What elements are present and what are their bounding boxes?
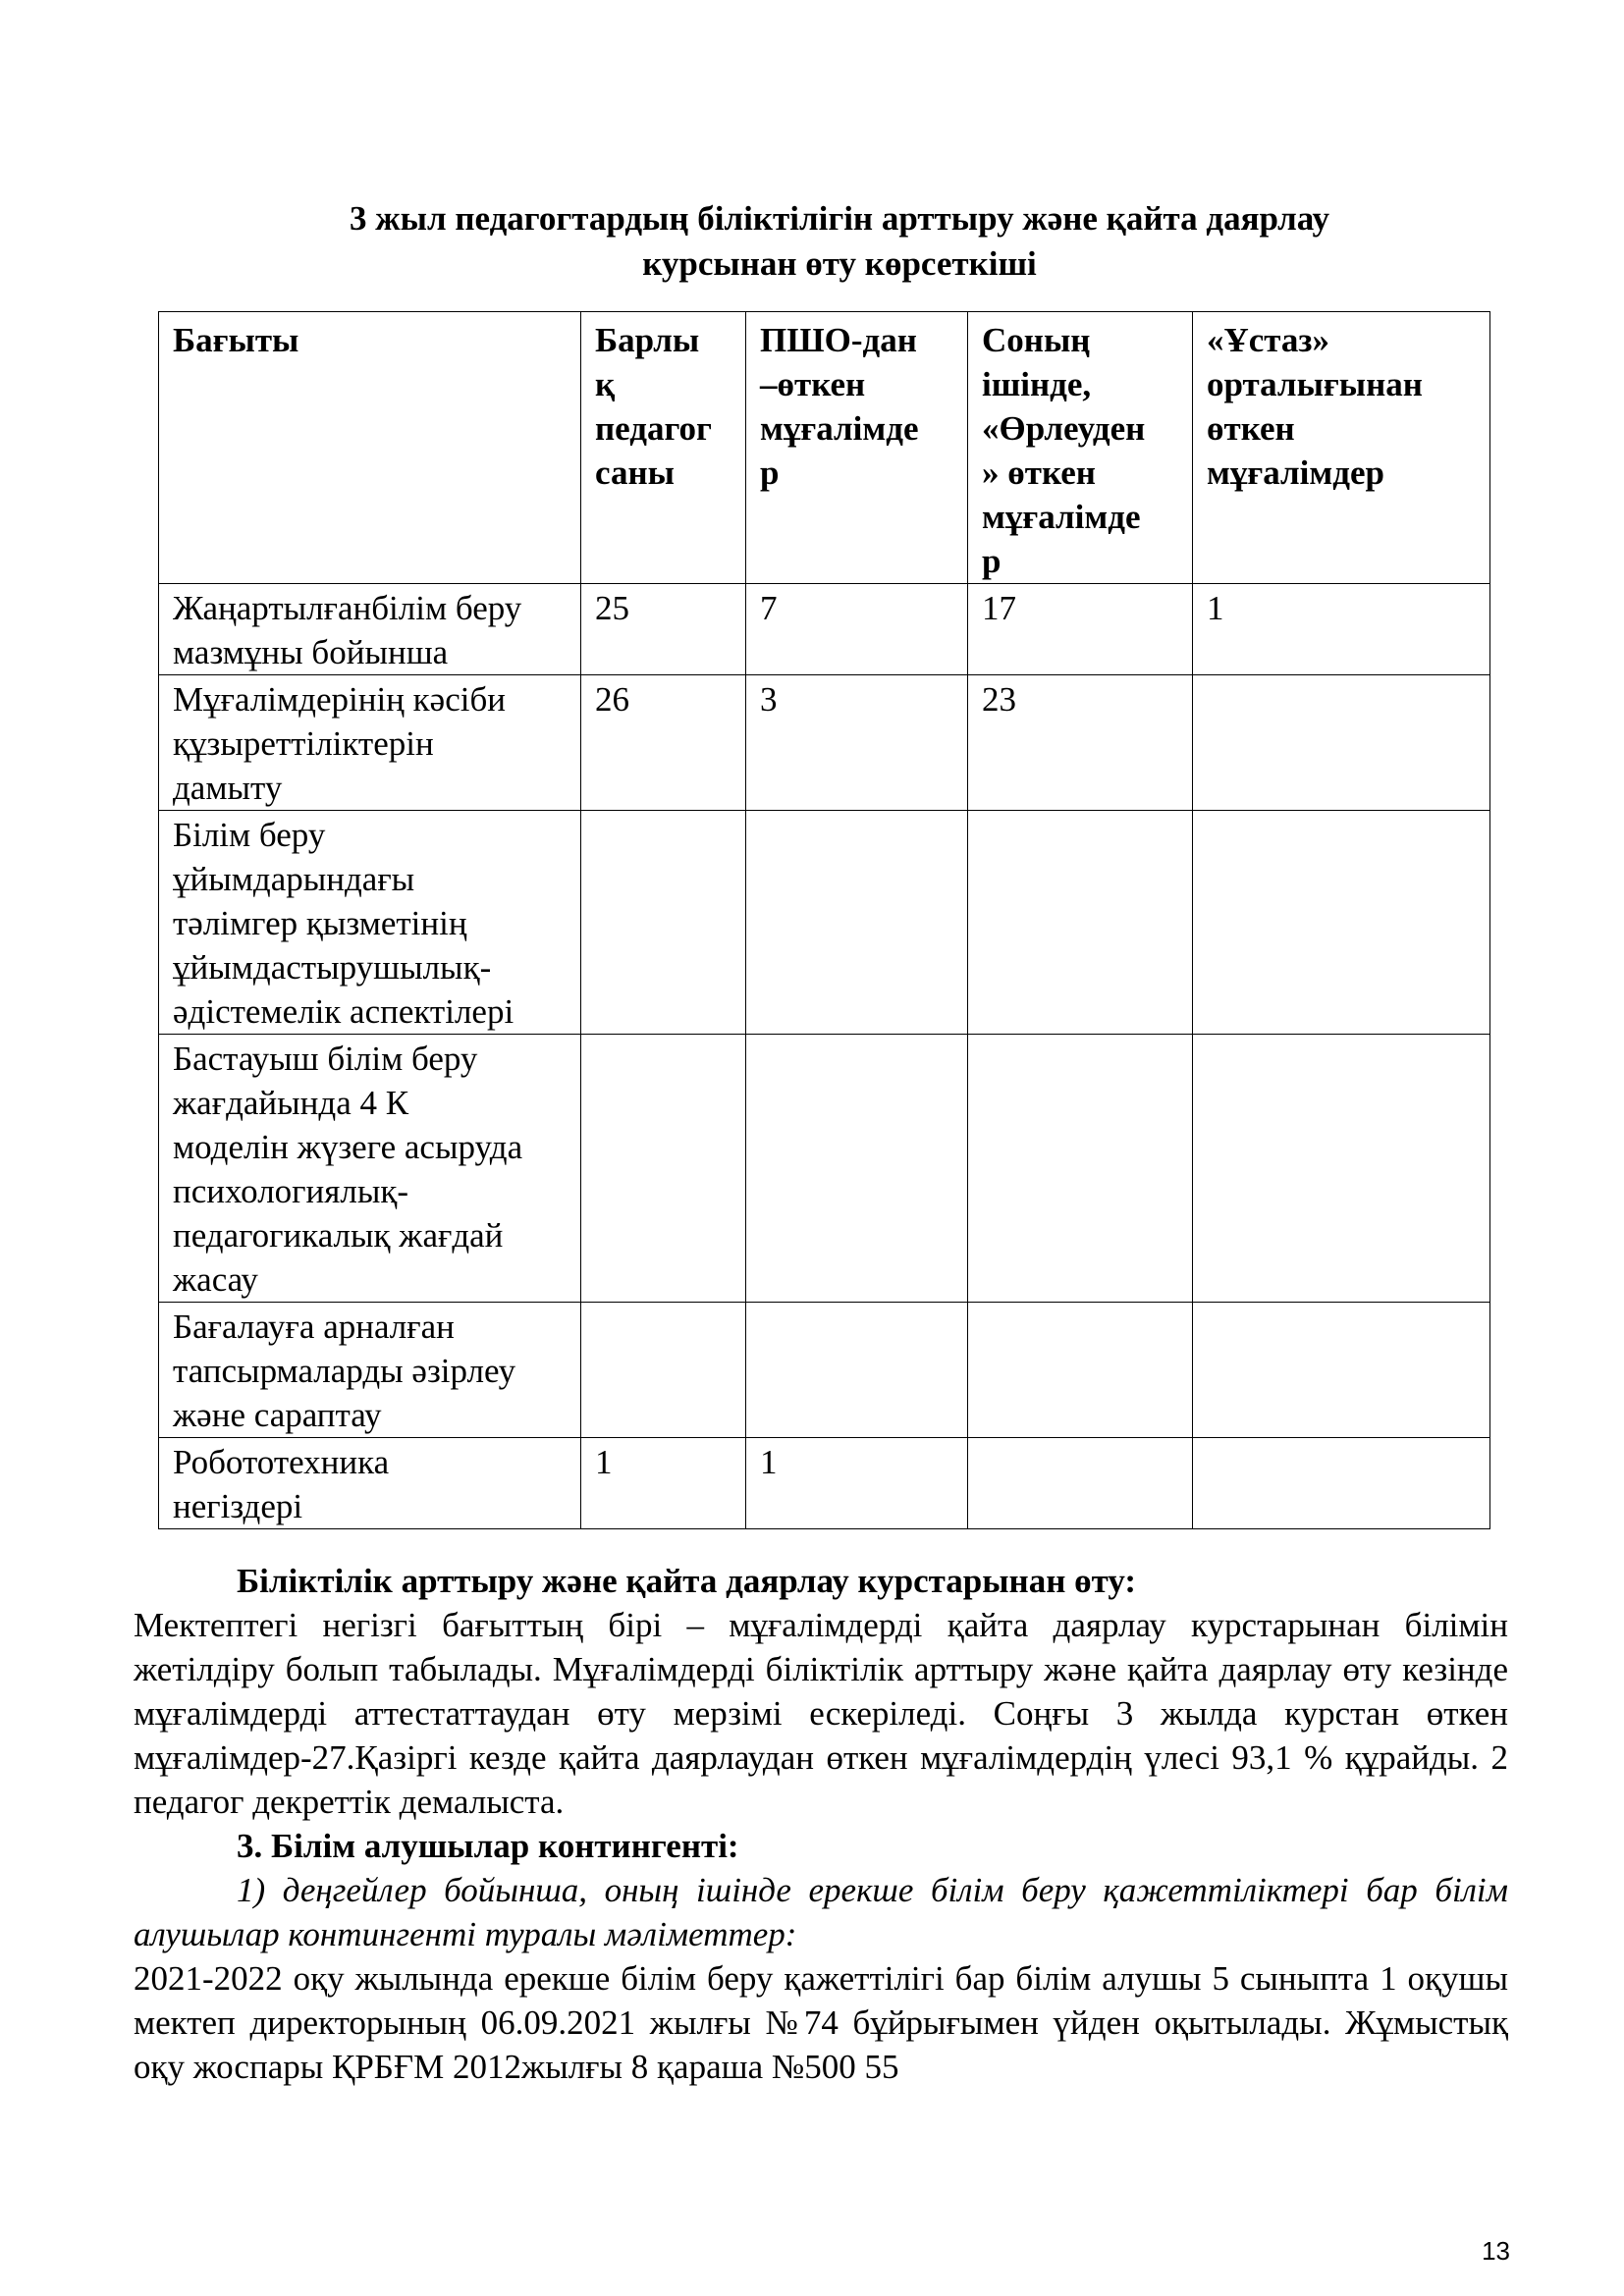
section-heading-contingent: 3. Білім алушылар контингенті: (237, 1827, 739, 1865)
paragraph-courses: Мектептегі негізгі бағыттың бірі – мұғалімдерді қайта даярлау курстарынан білімін жетілдіру болып табылады. Мұғалімдерді біліктілік арттыру және қайта даярлау өту кезінде мұғалімдерді аттестаттаудан өту мерзімі ескеріледі. Соңғы 3 жылда курстан өткен мұғалімдер-27.Қазіргі кезде қайта даярлаудан өткен мұғалімдердің үлесі 93,1 % құрайды. 2 педагог декреттік демалыста. (134, 1606, 1508, 1821)
table-cell (968, 1303, 1193, 1438)
table-cell (968, 1035, 1193, 1303)
document-title (157, 196, 1522, 287)
table-cell (968, 811, 1193, 1035)
header-cell-direction: Бағыты (159, 312, 581, 584)
table-cell (1193, 811, 1490, 1035)
table-cell: Бағалауға арналған тапсырмаларды әзірлеу және сараптау (159, 1303, 581, 1438)
table-cell: 3 (746, 675, 968, 811)
table-cell (746, 811, 968, 1035)
table-row (159, 1303, 1490, 1438)
table-cell: 1 (1193, 584, 1490, 675)
subheading-contingent: 1) деңгейлер бойынша, оның ішінде ерекше білім беру қажеттіліктері бар білім алушылар контингенті туралы мәліметтер: (134, 1871, 1508, 1953)
table-cell (1193, 675, 1490, 811)
table-cell: Жаңартылғанбілім беру мазмұны бойынша (159, 584, 581, 675)
table-row (159, 1438, 1490, 1529)
table-cell (746, 1303, 968, 1438)
table-cell: 17 (968, 584, 1193, 675)
table-cell: Мұғалімдерінің кәсіби құзыреттіліктерін дамыту (159, 675, 581, 811)
header-cell-ustaz: «Ұстаз» орталығынан өткен мұғалімдер (1193, 312, 1490, 584)
table-cell: 23 (968, 675, 1193, 811)
table-cell (1193, 1303, 1490, 1438)
courses-table (158, 311, 1490, 1529)
table-cell: Білім беру ұйымдарындағы тәлімгер қызметінің ұйымдастырушылық- әдістемелік аспектілері (159, 811, 581, 1035)
section-heading-courses: Біліктілік арттыру және қайта даярлау курстарынан өту: (237, 1562, 1137, 1600)
table-cell (581, 1303, 746, 1438)
table-cell (1193, 1035, 1490, 1303)
table-cell: 25 (581, 584, 746, 675)
table-cell (581, 811, 746, 1035)
table-cell: 1 (581, 1438, 746, 1529)
table-cell: 7 (746, 584, 968, 675)
document-body (134, 1559, 1508, 2089)
header-cell-psho: ПШО-дан –өткен мұғалімде р (746, 312, 968, 584)
title-line-2: курсынан өту көрсеткіші (642, 244, 1037, 283)
table-row (159, 1035, 1490, 1303)
paragraph-contingent: 2021-2022 оқу жылында ерекше білім беру қажеттілігі бар білім алушы 5 сыныпта 1 оқушы мектеп директорының 06.09.2021 жылғы №74 бұйрығымен үйден оқытылады. Жұмыстық оқу жоспары ҚРБҒМ 2012жылғы 8 қараша №500 55 (134, 1959, 1508, 2086)
table-cell: Робототехника негіздері (159, 1438, 581, 1529)
table-header-row (159, 312, 1490, 584)
table-cell (1193, 1438, 1490, 1529)
table-row (159, 811, 1490, 1035)
table-row (159, 675, 1490, 811)
page-number: 13 (1482, 2236, 1510, 2266)
title-line-1: 3 жыл педагогтардың біліктілігін арттыру және қайта даярлау (350, 199, 1329, 238)
table-cell: Бастауыш білім беру жағдайында 4 К моделін жүзеге асыруда психологиялық- педагогикалық жағдай жасау (159, 1035, 581, 1303)
table-cell: 1 (746, 1438, 968, 1529)
table-row (159, 584, 1490, 675)
table-cell (746, 1035, 968, 1303)
header-cell-orleu: Соның ішінде, «Өрлеуден » өткен мұғалімде р (968, 312, 1193, 584)
header-cell-total: Барлы қ педагог саны (581, 312, 746, 584)
table-cell (581, 1035, 746, 1303)
table-cell (968, 1438, 1193, 1529)
table-cell: 26 (581, 675, 746, 811)
